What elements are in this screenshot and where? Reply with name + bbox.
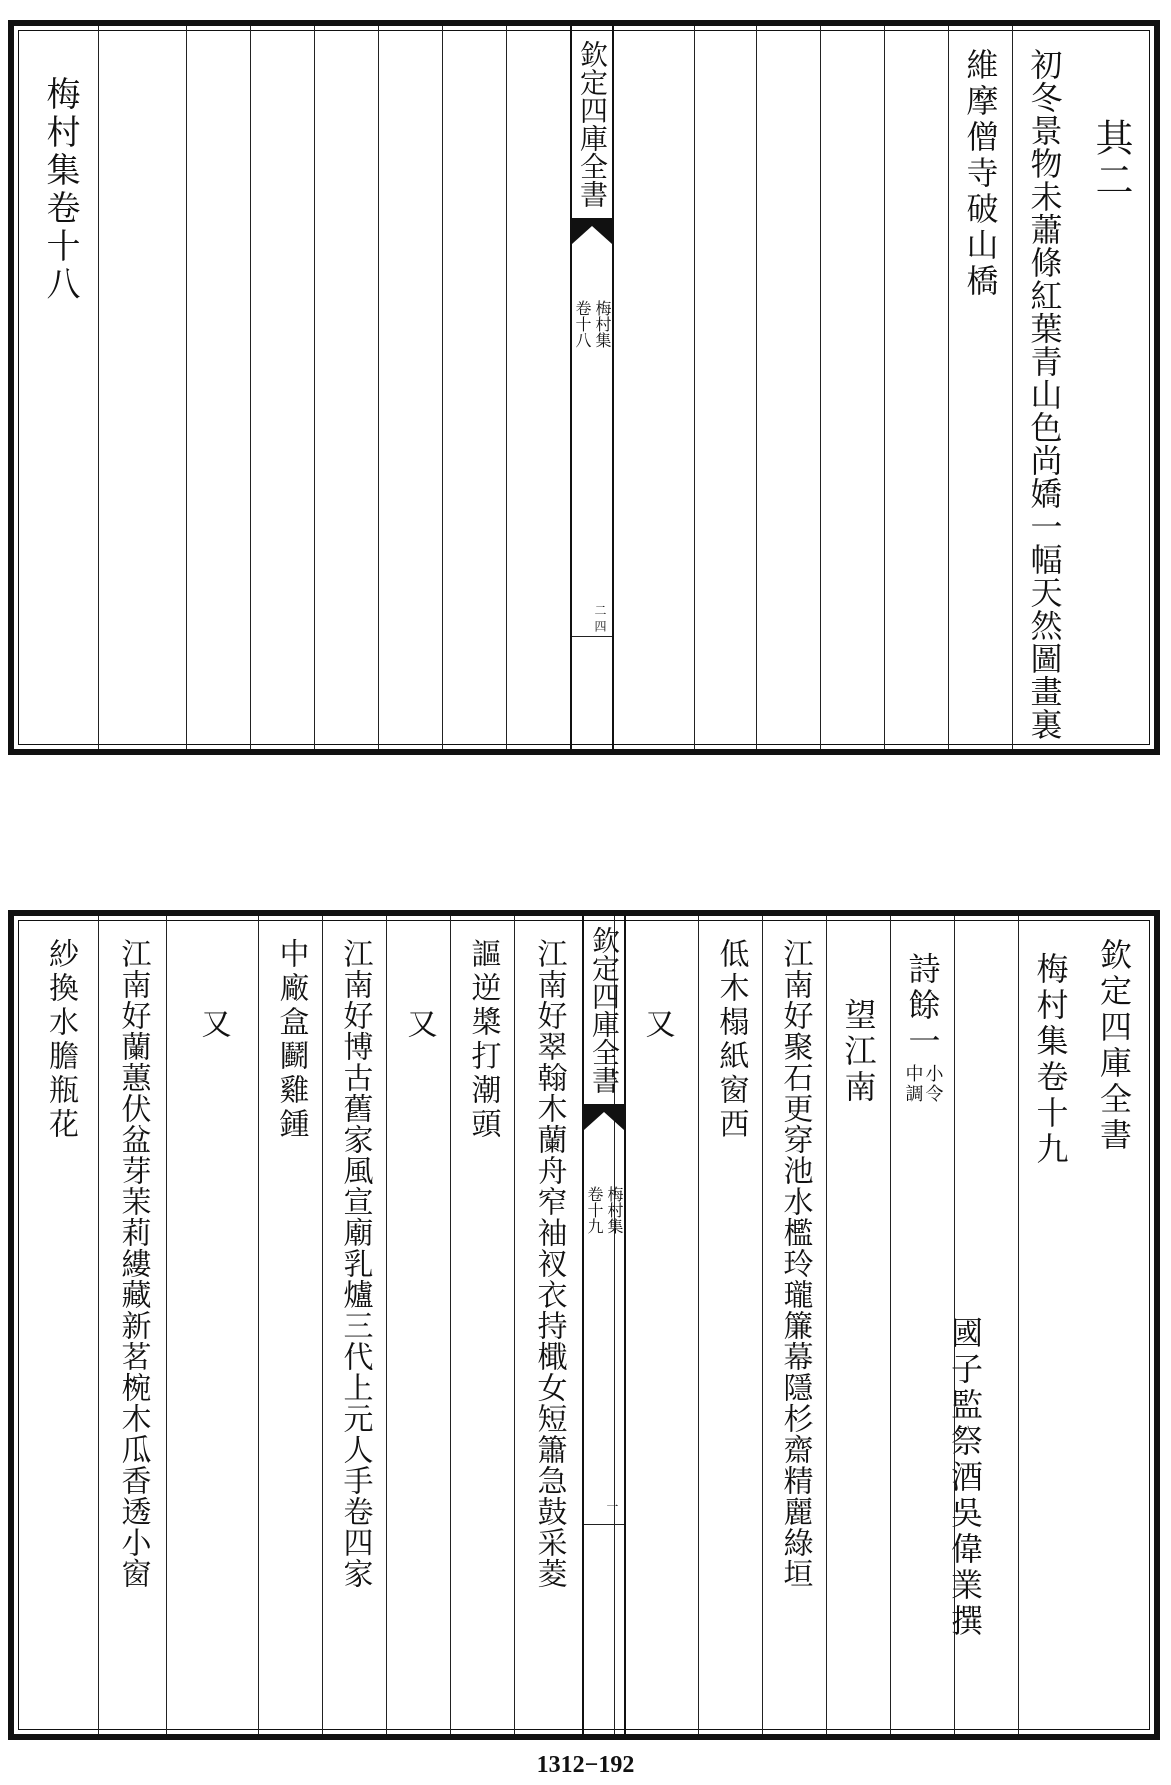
column-text: 詩餘一 [903,952,942,1060]
column-text: 中廠盒鬬雞鍾 [273,938,309,1142]
column-text: 又 [401,1008,437,1042]
leaf-line [584,1524,624,1525]
column [1012,26,1076,749]
column [948,26,1012,749]
column [22,26,98,749]
leaf-number: 一 [605,1500,619,1516]
column [762,916,826,1734]
column [514,916,582,1734]
column-text: 梅村集卷十九 [1031,952,1070,1168]
volume-title: 梅村集卷十八 [40,76,80,304]
inline-note [904,1064,942,1104]
column [258,916,322,1734]
leaf-line [572,636,612,637]
note-a: 小令 [922,1064,944,1104]
column [884,26,948,749]
column-text: 江南好蘭蕙伏盆芽茉莉縷藏新茗椀木瓜香透小窗 [115,938,151,1589]
column [386,916,450,1734]
column [820,26,884,749]
top-page [8,20,1160,755]
column [450,916,514,1734]
column-text: 江南好聚石更穿池水檻玲瓏簾幕隱杉齋精麗綠垣 [777,938,813,1589]
column [22,916,98,1734]
column [954,916,1018,1734]
column [378,26,442,749]
centre-labels [586,1186,622,1234]
column [1076,26,1146,749]
centre-fold [570,26,614,749]
column-text: 維摩僧寺破山橋 [961,48,1000,300]
column [250,26,314,749]
column [756,26,820,749]
column [98,916,166,1734]
centre-fold [582,916,626,1734]
juan-label: 卷十九 [585,1186,604,1234]
column-text: 欽定四庫全書 [1095,938,1133,1154]
leaf-number: 二四 [593,604,607,636]
column [314,26,378,749]
column [694,26,756,749]
column [442,26,506,749]
column [98,26,186,749]
book-title: 梅村集 [605,1186,624,1234]
bottom-page [8,910,1160,1740]
column-text: 紗換水膽瓶花 [43,938,78,1142]
column-text: 初冬景物未蕭條紅葉青山色尚嬌一幅天然圖畫裏 [1025,48,1064,741]
column-text: 江南好翠翰木蘭舟窄袖衩衣持檝女短簫急鼓采菱 [531,938,567,1589]
column [322,916,386,1734]
column [614,916,698,1734]
series-title: 欽定四庫全書 [576,40,609,208]
column [826,916,890,1734]
column-text: 其二 [1089,118,1133,202]
column-text: 江南好博古舊家風宣廟乳爐三代上元人手卷四家 [337,938,373,1589]
column [1082,916,1146,1734]
column [506,26,570,749]
series-title: 欽定四庫全書 [588,926,621,1094]
column [890,916,954,1734]
column [698,916,762,1734]
juan-label: 卷十八 [573,300,592,348]
column-text: 又 [195,1008,231,1042]
column-text: 謳逆槳打潮頭 [465,938,501,1142]
byline: 國子監祭酒吳偉業撰 [946,1316,984,1640]
column-text: 又 [639,1008,675,1042]
centre-labels [574,300,610,348]
note-b: 中調 [902,1064,924,1104]
book-title: 梅村集 [593,300,612,348]
fish-tail-icon [584,1104,624,1130]
column-text: 低木榻紙窗西 [713,938,749,1142]
page-number: 1312−192 [536,1752,635,1778]
column [946,916,1082,1734]
column [186,26,250,749]
column-text: 望江南 [839,998,878,1106]
column [166,916,258,1734]
fish-tail-icon [572,218,612,244]
